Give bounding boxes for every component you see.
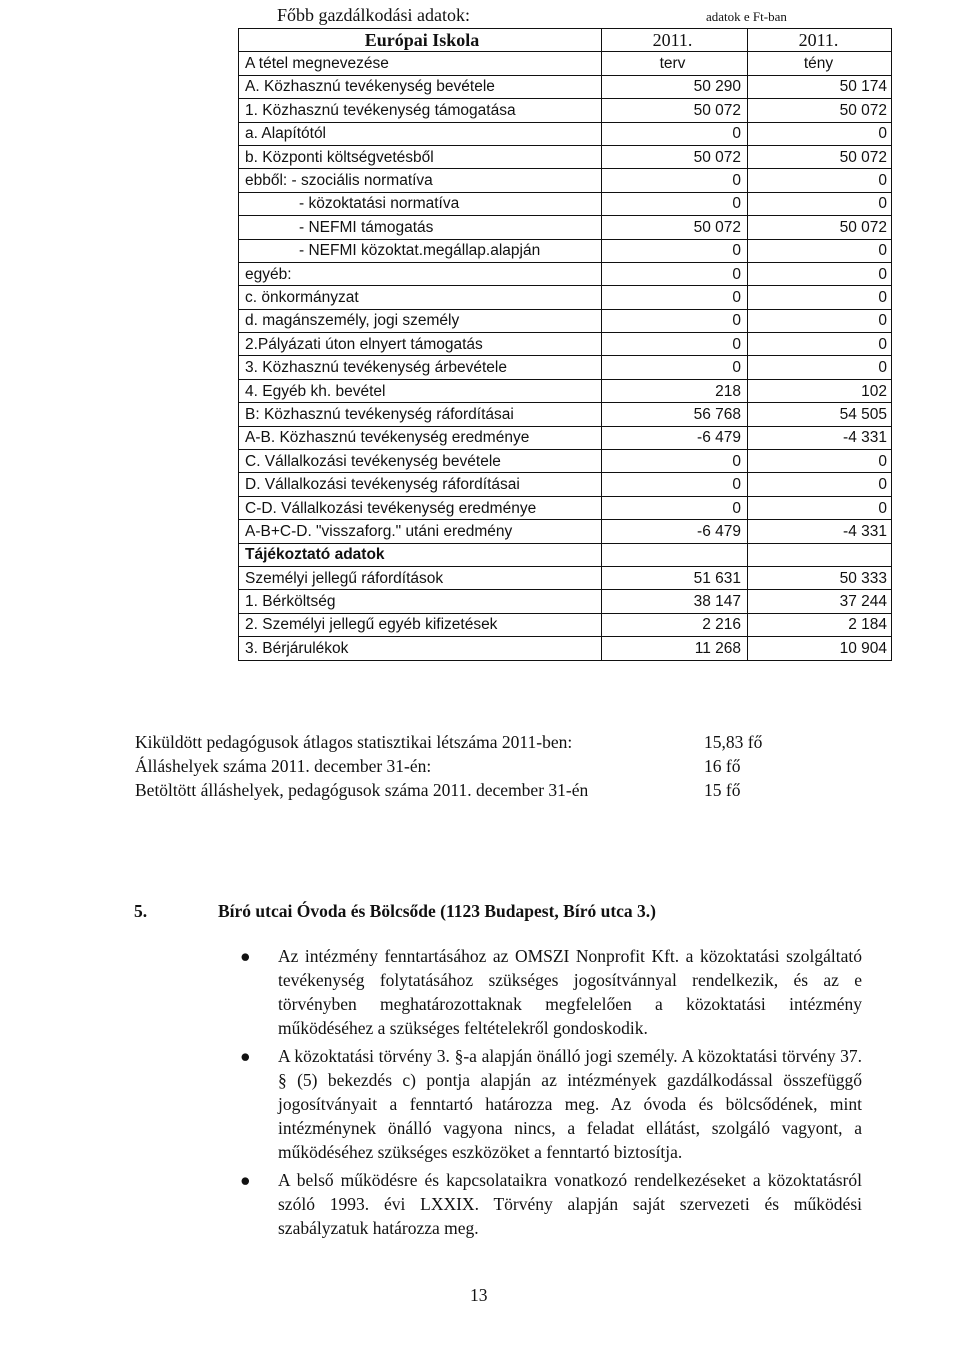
row-plan-value: -6 479 [602,426,748,449]
bullet-icon: ● [240,1046,251,1066]
row-plan-value: 50 072 [602,99,748,122]
stat-value: 16 fő [704,756,741,776]
row-label: 2.Pályázati úton elnyert támogatás [239,333,602,356]
table-row [239,379,892,402]
row-fact-value: 102 [748,379,892,402]
row-label: - közoktatási normatíva [239,192,602,215]
row-fact-value: 50 072 [748,145,892,168]
list-item [240,1044,862,1164]
row-plan-value: 2 216 [602,613,748,636]
table-row [239,566,892,589]
table-subheader-row [239,52,892,75]
row-fact-value: 2 184 [748,613,892,636]
row-fact-value: 0 [748,496,892,519]
stat-label: Kiküldött pedagógusok átlagos statisztikai létszáma 2011-ben: [135,732,573,752]
row-fact-value: 0 [748,262,892,285]
year-fact: 2011. [748,29,892,52]
row-fact-value: 50 333 [748,566,892,589]
column-plan-header: terv [602,52,748,75]
table-row [239,520,892,543]
row-fact-value: 0 [748,239,892,262]
row-label: egyéb: [239,262,602,285]
row-plan-value: 0 [602,122,748,145]
table-row [239,450,892,473]
section-title: Bíró utcai Óvoda és Bölcsőde (1123 Budapest, Bíró utca 3.) [218,901,656,921]
table-row [239,192,892,215]
table-row [239,286,892,309]
row-label: d. magánszemély, jogi személy [239,309,602,332]
row-plan-value: 0 [602,192,748,215]
row-fact-value: 0 [748,450,892,473]
table-row [239,239,892,262]
stat-label: Betöltött álláshelyek, pedagógusok száma 2011. december 31-én [135,780,589,800]
row-plan-value: 0 [602,169,748,192]
stat-label: Álláshelyek száma 2011. december 31-én: [135,756,432,776]
row-plan-value: -6 479 [602,520,748,543]
row-plan-value: 38 147 [602,590,748,613]
document-heading: Főbb gazdálkodási adatok: [277,5,470,25]
row-plan-value: 218 [602,379,748,402]
row-fact-value: 10 904 [748,637,892,660]
list-item [240,1168,862,1240]
row-plan-value: 50 072 [602,145,748,168]
row-label: A. Közhasznú tevékenység bevétele [239,75,602,98]
row-fact-value: 50 072 [748,216,892,239]
list-item-text: A közoktatási törvény 3. §-a alapján önálló jogi személy. A közoktatási törvény 37. § (5) bekezdés c) pontja alapján az intézmények gazdálkodással összefüggő jogosítványait a fenntartó határozza meg. Az óvoda és bölcsődének, mint intézménynek önálló vagyona nincs, a feladat ellátást, szolgáló vagyont, a működéséhez szükséges eszközöket a fenntartó biztosítja. [278,1046,862,1162]
table-row [239,169,892,192]
row-plan-value: 0 [602,356,748,379]
row-fact-value: 0 [748,333,892,356]
row-label: c. önkormányzat [239,286,602,309]
row-label: C-D. Vállalkozási tevékenység eredménye [239,496,602,519]
bullet-icon: ● [240,1170,251,1190]
row-fact-value: 0 [748,356,892,379]
row-fact-value: 54 505 [748,403,892,426]
row-fact-value: 0 [748,122,892,145]
table-row [239,543,892,566]
row-label: 4. Egyéb kh. bevétel [239,379,602,402]
row-label: A-B+C-D. "visszaforg." utáni eredmény [239,520,602,543]
row-fact-value: 0 [748,473,892,496]
row-label: b. Központi költségvetésből [239,145,602,168]
row-label: A-B. Közhasznú tevékenység eredménye [239,426,602,449]
table-row [239,122,892,145]
row-fact-value: 50 072 [748,99,892,122]
row-plan-value [602,543,748,566]
row-label: 1. Közhasznú tevékenység támogatása [239,99,602,122]
row-plan-value: 0 [602,333,748,356]
row-plan-value: 0 [602,309,748,332]
table-row [239,262,892,285]
row-fact-value: 0 [748,192,892,215]
bullet-list [240,944,862,1244]
list-item [240,944,862,1040]
table-header-row [239,29,892,52]
table-row [239,496,892,519]
row-label: Személyi jellegű ráfordítások [239,566,602,589]
row-label: a. Alapítótól [239,122,602,145]
row-label: B: Közhasznú tevékenység ráfordításai [239,403,602,426]
table-row [239,613,892,636]
list-item-text: Az intézmény fenntartásához az OMSZI Nonprofit Kft. a közoktatási szolgáltató tevékenység folytatásához szükséges jogosítvánnyal rendelkezik, és az e törvényben meghatározottaknak megfelelően a közoktatási intézmény működéséhez a szükséges feltételekről gondoskodik. [278,946,862,1038]
row-label: 1. Bérköltség [239,590,602,613]
row-label: D. Vállalkozási tevékenység ráfordításai [239,473,602,496]
row-fact-value: 0 [748,309,892,332]
table-row [239,333,892,356]
row-label: Tájékoztató adatok [239,543,602,566]
table-row [239,75,892,98]
row-label: 2. Személyi jellegű egyéb kifizetések [239,613,602,636]
row-fact-value: -4 331 [748,426,892,449]
row-fact-value: -4 331 [748,520,892,543]
row-fact-value: 37 244 [748,590,892,613]
row-label: - NEFMI támogatás [239,216,602,239]
bullet-icon: ● [240,946,251,966]
row-plan-value: 0 [602,473,748,496]
row-plan-value: 51 631 [602,566,748,589]
row-label: 3. Bérjárulékok [239,637,602,660]
row-plan-value: 0 [602,450,748,473]
stat-value: 15 fő [704,780,741,800]
table-row [239,473,892,496]
row-label: - NEFMI közoktat.megállap.alapján [239,239,602,262]
row-fact-value [748,543,892,566]
year-plan: 2011. [602,29,748,52]
row-plan-value: 50 290 [602,75,748,98]
row-plan-value: 0 [602,496,748,519]
table-row [239,590,892,613]
row-plan-value: 50 072 [602,216,748,239]
table-row [239,356,892,379]
row-plan-value: 11 268 [602,637,748,660]
page-number: 13 [470,1285,488,1305]
row-plan-value: 56 768 [602,403,748,426]
org-name: Európai Iskola [239,29,602,52]
table-row [239,216,892,239]
row-label: ebből: - szociális normatíva [239,169,602,192]
column-label-header: A tétel megnevezése [239,52,602,75]
row-plan-value: 0 [602,286,748,309]
financial-data-table [238,28,892,661]
row-label: 3. Közhasznú tevékenység árbevétele [239,356,602,379]
row-plan-value: 0 [602,262,748,285]
unit-note: adatok e Ft-ban [706,9,787,24]
table-row [239,309,892,332]
section-number: 5. [134,901,148,921]
row-plan-value: 0 [602,239,748,262]
row-fact-value: 0 [748,169,892,192]
table-row [239,145,892,168]
list-item-text: A belső működésre és kapcsolataikra vonatkozó rendelkezéseket a közoktatásról szóló 1993. évi LXXIX. Törvény alapján saját szervezeti és működési szabályzatuk határozza meg. [278,1170,862,1238]
stat-value: 15,83 fő [704,732,763,752]
row-fact-value: 0 [748,286,892,309]
table-row [239,637,892,660]
table-row [239,426,892,449]
row-label: C. Vállalkozási tevékenység bevétele [239,450,602,473]
row-fact-value: 50 174 [748,75,892,98]
table-row [239,403,892,426]
column-fact-header: tény [748,52,892,75]
table-row [239,99,892,122]
